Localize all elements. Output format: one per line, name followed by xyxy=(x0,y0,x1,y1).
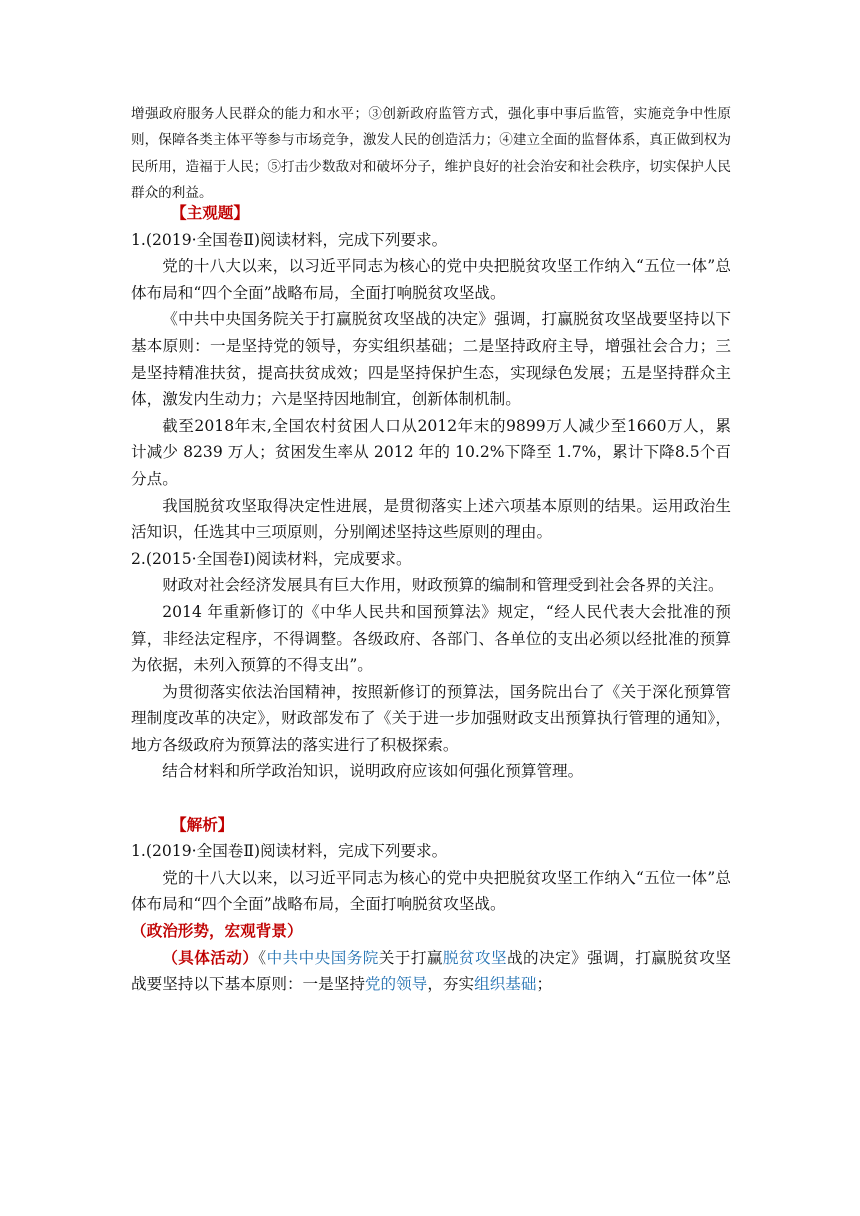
analysis-note-activity: （具体活动） xyxy=(162,947,259,967)
q1-paragraph-2: 《中共中央国务院关于打赢脱贫攻坚战的决定》强调，打赢脱贫攻坚战要坚持以下基本原则：一是坚持党的领导，夯实组织基础；二是坚持政府主导，增强社会合力；三是坚持精准扶贫，提高扶贫成效；四是坚持保护生态，实现绿色发展；五是坚持群众主体，激发内生动力；六是坚持因地制宜，创新体制机制。 xyxy=(131,310,731,409)
q2-paragraph-2: 2014 年重新修订的《中华人民共和国预算法》规定，“经人民代表大会批准的预算，非经法定程序，不得调整。各级政府、各部门、各单位的支出必须以经批准的预算为依据，未列入预算的不得支出”。 xyxy=(131,602,731,675)
analysis-paragraph-2 xyxy=(131,945,731,998)
highlight-party-leadership: 党的领导 xyxy=(364,975,428,994)
highlight-central-committee: 中共中央国务院 xyxy=(266,948,379,967)
analysis-note-background: （政治形势，宏观背景） xyxy=(131,921,303,941)
intro-paragraph: 增强政府服务人民群众的能力和水平；③创新政府监管方式，强化事中事后监管，实施竞争中性原则，保障各类主体平等参与市场竞争，激发人民的创造活力；④建立全面的监督体系，真正做到权为民所用，造福于人民；⑤打击少数敌对和破坏分子，维护良好的社会治安和社会秩序，切实保护人民群众的利益。 xyxy=(131,106,731,201)
q1-paragraph-4: 我国脱贫攻坚取得决定性进展，是贯彻落实上述六项基本原则的结果。运用政治生活知识，任选其中三项原则，分别阐述坚持这些原则的理由。 xyxy=(131,496,731,542)
q1-paragraph-1: 党的十八大以来，以习近平同志为核心的党中央把脱贫攻坚工作纳入“五位一体”总体布局和“四个全面”战略布局，全面打响脱贫攻坚战。 xyxy=(131,257,731,302)
text-span: ； xyxy=(536,975,553,994)
text-span: 《 xyxy=(258,948,267,967)
subjective-heading: 【主观题】 xyxy=(171,203,249,222)
text-span: 关于打赢 xyxy=(378,948,443,967)
q2-paragraph-3: 为贯彻落实依法治国精神，按照新修订的预算法，国务院出台了《关于深化预算管理制度改革的决定》，财政部发布了《关于进一步加强财政支出预算执行管理的通知》，地方各级政府为预算法的落实进行了积极探索。 xyxy=(131,682,731,754)
highlight-poverty-alleviation: 脱贫攻坚 xyxy=(442,948,508,967)
q2-paragraph-4: 结合材料和所学政治知识，说明政府应该如何强化预算管理。 xyxy=(162,762,584,781)
q2-paragraph-1: 财政对社会经济发展具有巨大作用，财政预算的编制和管理受到社会各界的关注。 xyxy=(162,576,724,595)
highlight-organization-foundation: 组织基础 xyxy=(474,975,537,994)
q1-title: 1.(2019·全国卷Ⅱ)阅读材料，完成下列要求。 xyxy=(131,230,448,249)
q2-title: 2.(2015·全国卷Ⅰ)阅读材料，完成要求。 xyxy=(131,549,412,568)
blank-line xyxy=(131,785,731,812)
analysis-paragraph-1: 党的十八大以来，以习近平同志为核心的党中央把脱贫攻坚工作纳入“五位一体”总体布局和“四个全面”战略布局，全面打响脱贫攻坚战。 xyxy=(131,868,731,914)
analysis-heading: 【解析】 xyxy=(171,814,234,834)
text-span: 战的决定》强调，打赢脱贫攻坚战要坚持以下基本原则：一是坚持 xyxy=(131,948,731,994)
analysis-title: 1.(2019·全国卷Ⅱ)阅读材料，完成下列要求。 xyxy=(131,842,448,861)
main-content xyxy=(131,200,731,998)
text-span: ，夯实 xyxy=(427,975,475,994)
q1-paragraph-3: 截至2018年末,全国农村贫困人口从2012年末的9899万人减少至1660万人，累计减少 8239 万人；贫困发生率从 2012 年的 10.2%下降至 1.7%，累计下降8.5个百分点。 xyxy=(131,416,731,488)
